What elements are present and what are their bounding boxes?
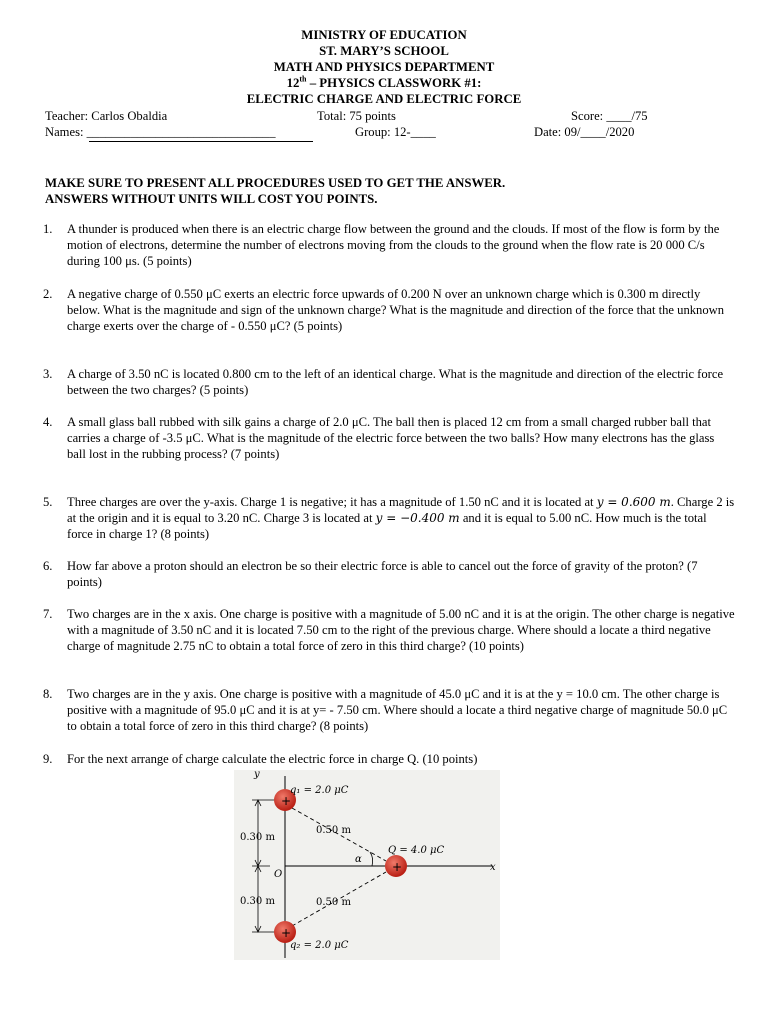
math-expression: y = −0.400 m — [375, 511, 460, 525]
names-extra-line[interactable] — [89, 141, 313, 142]
Q-label: Q = 4.0 μC — [388, 845, 445, 856]
info-block — [45, 108, 725, 140]
question-number: 2. — [43, 287, 53, 301]
question-number: 4. — [43, 415, 53, 429]
question-text: Three charges are over the y-axis. Charge 1 is negative; it has a magnitude of 1.50 nC and it is located at y = 0.600 m. Charge 2 is at the origin and it is equal to 3.20 nC. Charge 3 is located at y = −0.400 m and it is equal to 5.00 nC. How much is the total force in charge 1? (8 points) — [67, 495, 735, 541]
question-5 — [43, 494, 735, 542]
question-text: A negative charge of 0.550 μC exerts an electric force upwards of 0.200 N over an unknown charge which is 0.300 m directly below. What is the magnitude and sign of the unknown charge? What is the magnitude and direction of the force that the unknown charge exerts over the charge of - 0.550 μC? (5 points) — [67, 287, 725, 333]
question-text: A thunder is produced when there is an electric charge flow between the ground and the clouds. If most of the flow is form by the motion of electrons, determine the number of electrons moving from the clouds to the ground when the flow rate is 20 000 C/s during 100 μs. (5 points) — [67, 222, 720, 268]
date-field[interactable]: Date: 09/____/2020 — [534, 125, 635, 139]
teacher-label: Teacher: Carlos Obaldia — [45, 109, 168, 123]
question-text: How far above a proton should an electron be so their electric force is able to cancel out the force of gravity of the proton? (7 points) — [67, 559, 698, 589]
group-field[interactable]: Group: 12-____ — [355, 125, 436, 139]
question-text: A charge of 3.50 nC is located 0.800 cm to the left of an identical charge. What is the magnitude and direction of the electric force between the two charges? (5 points) — [67, 367, 724, 397]
origin-label: O — [274, 869, 283, 880]
math-expression: y = 0.600 m — [596, 495, 671, 509]
x-axis-label: x — [490, 862, 496, 873]
plus-sign: + — [281, 794, 292, 808]
question-number: 8. — [43, 687, 53, 701]
ministry-title: MINISTRY OF EDUCATION — [301, 28, 467, 42]
distance-label-top: 0.30 m — [240, 832, 275, 843]
diag-label-bottom: 0.50 m — [316, 897, 351, 908]
question-4 — [43, 414, 735, 462]
question-text: Two charges are in the x axis. One charge is positive with a magnitude of 5.00 nC and it is at the origin. The other charge is negative with a magnitude of 3.50 nC and it is located 7.50 cm to the right of the previous charge. Where should a locate a third negative charge of magnitude 2.75 nC to obtain a total force of zero in this third charge? (10 points) — [67, 607, 735, 653]
question-number: 3. — [43, 367, 53, 381]
question-9 — [43, 751, 735, 767]
angle-arc — [370, 852, 373, 866]
plus-sign: + — [392, 860, 403, 874]
question-6 — [43, 558, 735, 590]
instruction-line-2: ANSWERS WITHOUT UNITS WILL COST YOU POINTS. — [45, 192, 378, 206]
q2-label: q₂ = 2.0 μC — [290, 940, 349, 951]
q1-label: q₁ = 2.0 μC — [290, 785, 349, 796]
school-name: ST. MARY’S SCHOOL — [319, 44, 449, 58]
document-header — [0, 27, 768, 107]
question-1 — [43, 221, 735, 269]
question-number: 9. — [43, 752, 53, 766]
question-number: 5. — [43, 495, 53, 509]
question-7 — [43, 606, 735, 654]
distance-label-bottom: 0.30 m — [240, 896, 275, 907]
question-8 — [43, 686, 735, 734]
question-text: A small glass ball rubbed with silk gains a charge of 2.0 μC. The ball then is placed 12 cm from a small charged rubber ball that carries a charge of -3.5 μC. What is the magnitude of the electric force between the two balls? How many electrons has the glass ball lost in the rubbing process? (7 points) — [67, 415, 715, 461]
topic-title: ELECTRIC CHARGE AND ELECTRIC FORCE — [246, 92, 522, 106]
score-field[interactable]: Score: ____/75 — [571, 109, 648, 123]
angle-label: α — [355, 854, 362, 865]
total-points: Total: 75 points — [317, 109, 396, 123]
question-text: Two charges are in the y axis. One charge is positive with a magnitude of 45.0 μC and it is at the y = 10.0 cm. The other charge is positive with a magnitude of 95.0 μC and it is at y= - 7.50 cm. Where should a locate a third negative charge of magnitude 50.0 μC to obtain a total force of zero in this third charge? (8 points) — [67, 687, 728, 733]
charge-diagram — [234, 770, 500, 960]
question-text: For the next arrange of charge calculate the electric force in charge Q. (10 points) — [67, 752, 478, 766]
y-axis-label: y — [254, 770, 260, 780]
question-number: 7. — [43, 607, 53, 621]
department-name: MATH AND PHYSICS DEPARTMENT — [273, 60, 495, 74]
instructions — [45, 175, 505, 207]
question-number: 6. — [43, 559, 53, 573]
question-number: 1. — [43, 222, 53, 236]
diag-label-top: 0.50 m — [316, 825, 351, 836]
instruction-line-1: MAKE SURE TO PRESENT ALL PROCEDURES USED TO GET THE ANSWER. — [45, 176, 506, 190]
charge-arrangement-figure — [234, 770, 500, 960]
question-2 — [43, 286, 735, 334]
plus-sign: + — [281, 926, 292, 940]
question-3 — [43, 366, 735, 398]
names-field[interactable]: Names: ______________________________ — [45, 125, 276, 139]
classwork-title: 12th – PHYSICS CLASSWORK #1: — [286, 74, 482, 90]
